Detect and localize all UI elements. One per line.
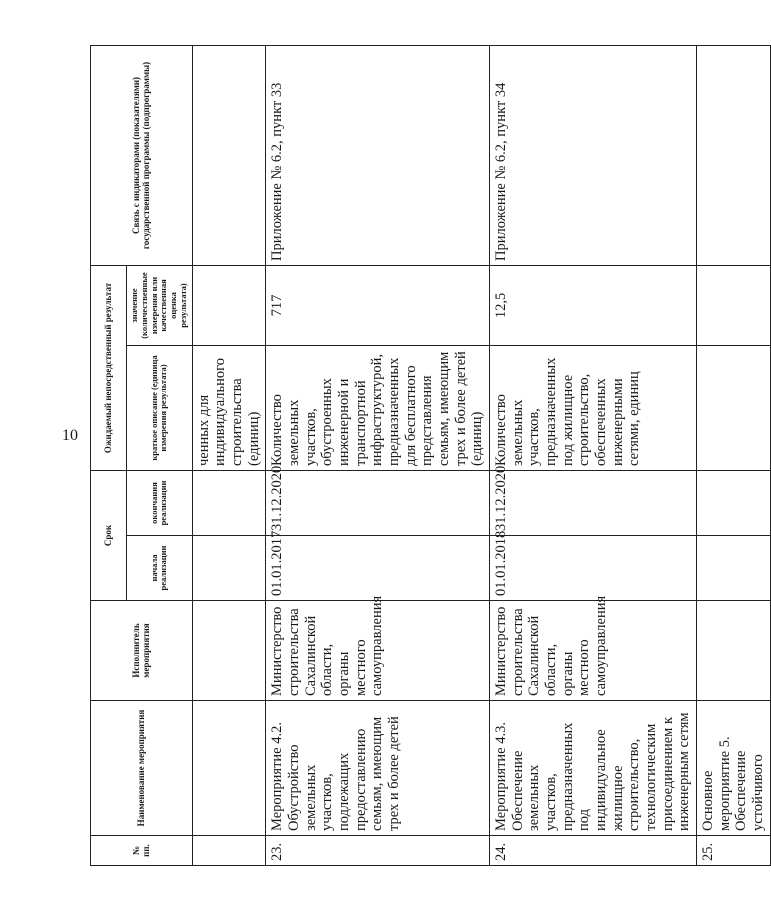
cell-executor: Министерство строительства Сахалинской области, органы местного самоуправления — [266, 601, 490, 701]
activities-table — [90, 45, 771, 866]
cell-value — [697, 265, 771, 345]
cell-value: 717 — [266, 265, 490, 345]
rotated-table-sheet — [90, 46, 767, 866]
header-result: Ожидаемый непосредственный результат — [91, 265, 127, 470]
cell-link: Приложение № 6.2, пункт 33 — [266, 45, 490, 265]
table-row — [490, 45, 697, 865]
cell-end — [192, 470, 266, 535]
header-term-end: окончания реализации — [127, 470, 193, 535]
cell-value — [192, 265, 266, 345]
cell-name: Основное мероприятие 5. Обеспечение устойчивого — [697, 701, 771, 836]
cell-executor: Министерство строительства Сахалинской области, органы местного самоуправления — [490, 601, 697, 701]
header-name: Наименование мероприятия — [91, 701, 193, 836]
header-term: Срок — [91, 470, 127, 600]
cell-end — [697, 470, 771, 535]
cell-link: Приложение № 6.2, пункт 34 — [490, 45, 697, 265]
header-num: № пп. — [91, 836, 193, 866]
cell-num: 24. — [490, 836, 697, 866]
cell-start — [697, 536, 771, 601]
header-row-1 — [91, 45, 127, 865]
header-term-start: начала реализации — [127, 536, 193, 601]
table-row — [192, 45, 266, 865]
cell-name: Мероприятие 4.2. Обустройство земельных участков, подлежащих предоставлению семьям, имеющим трех и более детей — [266, 701, 490, 836]
cell-link — [192, 45, 266, 265]
cell-num: 25. — [697, 836, 771, 866]
cell-executor — [697, 601, 771, 701]
cell-name: Мероприятие 4.3. Обеспечение земельных участков, предназначенных под индивидуальное жилищное строительство, технологическим присоединением к инженерным сетям — [490, 701, 697, 836]
header-result-desc: краткое описание (единица измерения результата) — [127, 345, 193, 470]
header-result-value: значение (количественные измерения или качественная оценка результата) — [127, 265, 193, 345]
cell-executor — [192, 601, 266, 701]
cell-desc: Количество земельных участков, обустроенных инженерной и транспортной инфраструктурой, предназначенных для бесплатного представления семьям, имеющим трех и более детей (единиц) — [266, 345, 490, 470]
cell-desc: ченных для индивидуального строительства (единиц) — [192, 345, 266, 470]
cell-link — [697, 45, 771, 265]
cell-num — [192, 836, 266, 866]
table-row — [697, 45, 771, 865]
cell-value: 12,5 — [490, 265, 697, 345]
table-row — [266, 45, 490, 865]
cell-num: 23. — [266, 836, 490, 866]
cell-start: 01.01.2017 — [266, 536, 490, 601]
cell-start: 01.01.2018 — [490, 536, 697, 601]
cell-desc — [697, 345, 771, 470]
cell-desc: Количество земельных участков, предназначенных под жилищное строительство, обеспеченных инженерными сетями, единиц — [490, 345, 697, 470]
header-executor: Исполнитель мероприятия — [91, 601, 193, 701]
cell-name — [192, 701, 266, 836]
header-link: Связь с индикаторами (показателями) государственной программы (подпрограммы) — [91, 45, 193, 265]
cell-end: 31.12.2020 — [490, 470, 697, 535]
cell-start — [192, 536, 266, 601]
page-number: 10 — [62, 427, 78, 444]
cell-end: 31.12.2020 — [266, 470, 490, 535]
